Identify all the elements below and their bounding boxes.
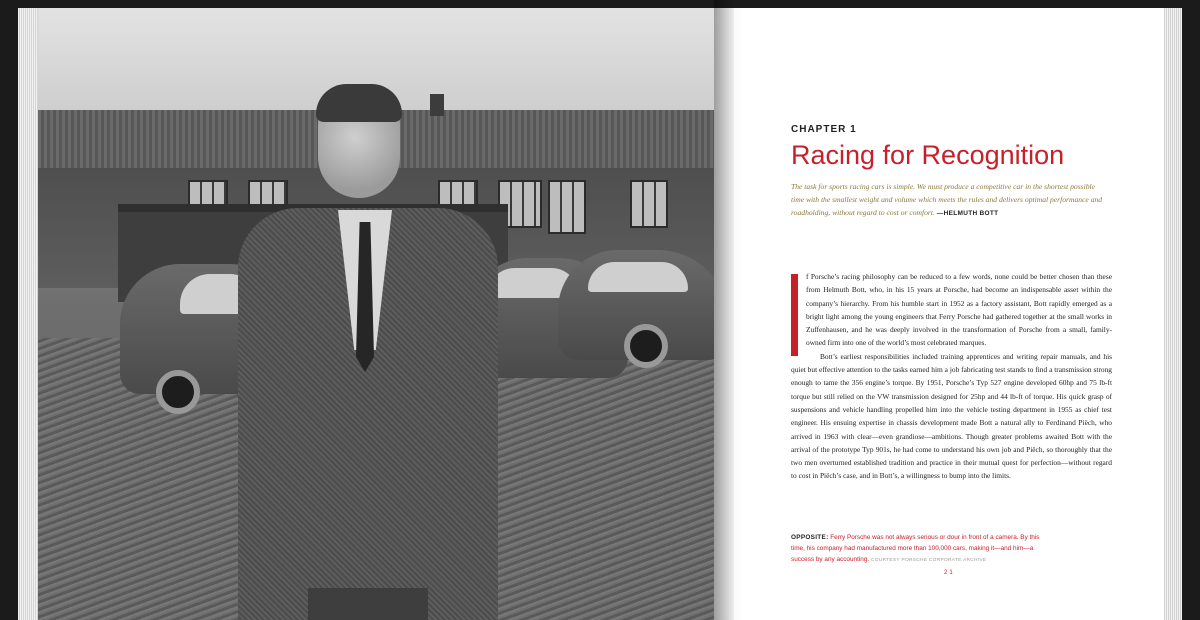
page-edges-right xyxy=(1164,8,1182,620)
chapter-label: CHAPTER 1 xyxy=(791,124,857,135)
body-text xyxy=(791,270,1112,483)
open-book xyxy=(18,0,1182,620)
epigraph-attribution: —HELMUTH BOTT xyxy=(936,210,999,217)
caption-label: OPPOSITE: xyxy=(791,534,829,541)
book-gutter xyxy=(714,0,734,620)
page-number: 21 xyxy=(944,570,955,576)
page-edges-left xyxy=(18,8,38,620)
caption-credit: COURTESY PORSCHE CORPORATE ARCHIVE xyxy=(870,558,987,563)
chapter-title: Racing for Recognition xyxy=(791,140,1065,170)
photo-caption xyxy=(791,532,1041,566)
caption-text: Ferry Porsche was not always serious or dour in front of a camera. By this time, his company had manufactured more than 100,000 cars, making it—and him—a success by any accounting. xyxy=(791,534,1040,563)
left-page xyxy=(18,8,714,620)
photo-car-wheel xyxy=(156,370,200,414)
body-paragraph-2: Bott’s earliest responsibilities included training apprentices and writing repair manuals, and his quiet but effective attention to the tasks earned him a job fabricating test stands to find a transmission strong enough to tame the 356 engine’s torque. By 1951, Porsche’s Typ 527 engine developed 60hp and 75 lb-ft torque but still relied on the VW transmission designed for 25hp and 44 lb-ft of torque. His quick grasp of suspensions and vehicle handling propelled him into the vehicle testing department in 1955 as chief test engineer. His ensuing expertise in chassis development made Bott a natural ally to Ferdinand Piëch, who arrived in 1963 with clear—even grandiose—ambitions. Though greater problems awaited Bott with the arrival of the prototype Typ 901s, he had come to understand his own job and Piëch, so thoroughly that the two men overturned established tradition and practice in their mutual quest for perfection—without regard to cost in Piëch’s case, and in Bott’s, a willingness to bump into the limits. xyxy=(791,351,1112,481)
chapter-photo xyxy=(38,8,714,620)
right-page xyxy=(714,8,1182,620)
drop-cap xyxy=(791,274,798,356)
photo-window xyxy=(630,180,668,228)
photo-window xyxy=(548,180,586,234)
photo-man xyxy=(238,88,508,620)
body-paragraph-1: f Porsche’s racing philosophy can be reduced to a few words, none could be better chosen than these from Helmuth Bott, who, in his 15 years at Porsche, had become an indispensable asset within the company’s hierarchy. From his humble start in 1952 as a factory assistant, Bott rapidly emerged as a bright light among the young engineers that Ferry Porsche had gathered together at the small works in Zuffenhausen, and he was deeply involved in the transformation of Porsche from a small, family-owned firm into one of the world’s most celebrated marques. xyxy=(806,272,1112,348)
epigraph-quote: The task for sports racing cars is simple. We must produce a competitive car in the shortest possible time with the smallest weight and volume which meets the rules and delivers optimal performance and roadholding, without regard to cost or comfort. xyxy=(791,182,1103,217)
photo-car-wheel xyxy=(624,324,668,368)
epigraph xyxy=(791,180,1109,220)
